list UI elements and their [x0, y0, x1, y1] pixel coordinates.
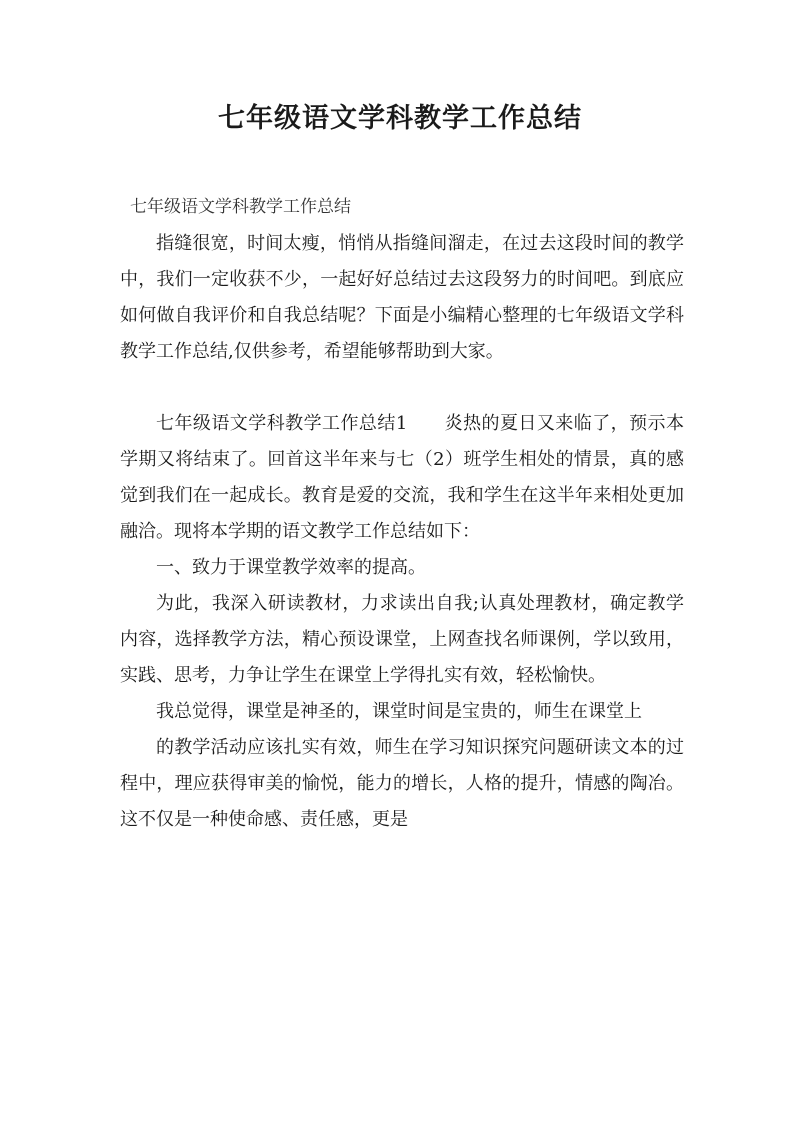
paragraph-intro: 指缝很宽，时间太瘦，悄悄从指缝间溜走，在过去这段时间的教学中，我们一定收获不少，一起好好总结过去这段努力的时间吧。到底应如何做自我评价和自我总结呢？下面是小编精心整理的七年级语文学科教学工作总结,仅供参考，希望能够帮助到大家。	[120, 233, 684, 362]
paragraph: 我总觉得，课堂是神圣的，课堂时间是宝贵的，师生在课堂上	[156, 701, 642, 722]
paragraph: 为此，我深入研读教材，力求读出自我;认真处理教材，确定教学内容，选择教学方法，精心预设课堂，上网查找名师课例，学以致用，实践、思考，力争让学生在课堂上学得扎实有效，轻松愉快。	[120, 593, 684, 686]
document-subtitle: 七年级语文学科教学工作总结	[130, 197, 351, 217]
document-title: 七年级语文学科教学工作总结	[218, 103, 582, 134]
paragraph: 的教学活动应该扎实有效，师生在学习知识探究问题研读文本的过程中，理应获得审美的愉悦，能力的增长，人格的提升，情感的陶冶。这不仅是一种使命感、责任感，更是	[120, 737, 684, 830]
document-body	[120, 226, 684, 838]
paragraph-summary-1: 七年级语文学科教学工作总结1 炎热的夏日又来临了，预示本学期又将结束了。回首这半年来与七（2）班学生相处的情景，真的感觉到我们在一起成长。教育是爱的交流，我和学生在这半年来相处更加融洽。现将本学期的语文教学工作总结如下：	[120, 413, 684, 542]
section-heading: 一、致力于课堂教学效率的提高。	[156, 557, 426, 578]
